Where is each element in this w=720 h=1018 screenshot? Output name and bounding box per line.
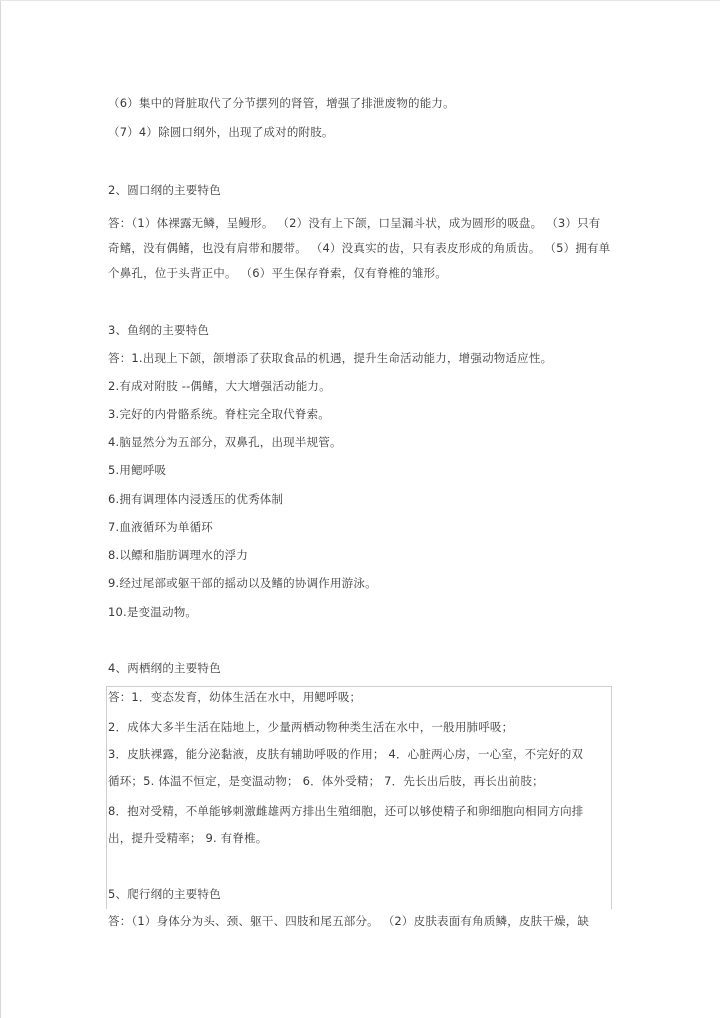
paragraph-line: 8．抱对受精，不单能够刺激雌雄两方排出生殖细胞，还可以够使精子和卵细胞向相同方向排: [108, 804, 584, 818]
page-edge-left: [0, 0, 1, 1018]
paragraph-line: 9.经过尾部或躯干部的摇动以及鳍的协调作用游泳。: [108, 576, 377, 590]
paragraph-line: 8.以鳔和脂肪调理水的浮力: [108, 548, 249, 562]
section-heading: 3、鱼纲的主要特色: [108, 323, 210, 337]
paragraph-line: 6.拥有调理体内浸透压的优秀体制: [108, 492, 284, 506]
paragraph-line: 答：（1）身体分为头、颈、躯干、四肢和尾五部分。 （2）皮肤表面有角质鳞，皮肤干燥，缺: [108, 914, 590, 928]
paragraph-line: 7.血液循环为单循环: [108, 520, 213, 534]
paragraph-line: 5.用鳃呼吸: [108, 463, 167, 477]
paragraph-line: 奇鳍，没有偶鳍，也没有肩带和腰带。 （4）没真实的齿，只有表皮形成的角质齿。 （5）拥有单: [108, 241, 611, 255]
paragraph-line: 2．成体大多半生活在陆地上，少量两栖动物种类生活在水中，一般用肺呼吸；: [108, 720, 514, 734]
paragraph-line: （6）集中的肾脏取代了分节摆列的肾管，增强了排泄废物的能力。: [108, 96, 455, 110]
paragraph-line: 4.脑显然分为五部分，双鼻孔，出现半规管。: [108, 435, 342, 449]
paragraph-line: 答：1．变态发育，幼体生活在水中，用鳃呼吸；: [108, 690, 362, 704]
paragraph-line: 答：（1）体裸露无鳞，呈鳗形。 （2）没有上下颌，口呈漏斗状，成为圆形的吸盘。 （3）只有: [108, 216, 601, 230]
page-edge-top: [0, 0, 720, 1]
section-heading: 5、爬行纲的主要特色: [108, 887, 221, 901]
paragraph-line: 个鼻孔，位于头背正中。 （6）平生保存脊索，仅有脊椎的雏形。: [108, 266, 447, 280]
section-heading: 2、圆口纲的主要特色: [108, 183, 221, 197]
paragraph-line: 出，提升受精率； 9. 有脊椎。: [108, 831, 268, 845]
paragraph-line: 10.是变温动物。: [108, 605, 198, 619]
paragraph-line: 3．皮肤裸露，能分泌黏液，皮肤有辅助呼吸的作用； 4．心脏两心房，一心室，不完好的双: [108, 747, 584, 761]
paragraph-line: 答：1.出现上下颌，颌增添了获取食品的机遇，提升生命活动能力，增强动物适应性。: [108, 351, 553, 365]
paragraph-line: 循环；5. 体温不恒定，是变温动物； 6．体外受精； 7．先长出后肢，再长出前肢；: [108, 774, 544, 788]
section-heading: 4、两栖纲的主要特色: [108, 661, 221, 675]
paragraph-line: 2.有成对附肢 --偶鳍，大大增强活动能力。: [108, 379, 331, 393]
paragraph-line: 3.完好的内骨骼系统。脊柱完全取代脊索。: [108, 407, 330, 421]
paragraph-line: （7）4）除圆口纲外，出现了成对的附肢。: [108, 125, 334, 139]
